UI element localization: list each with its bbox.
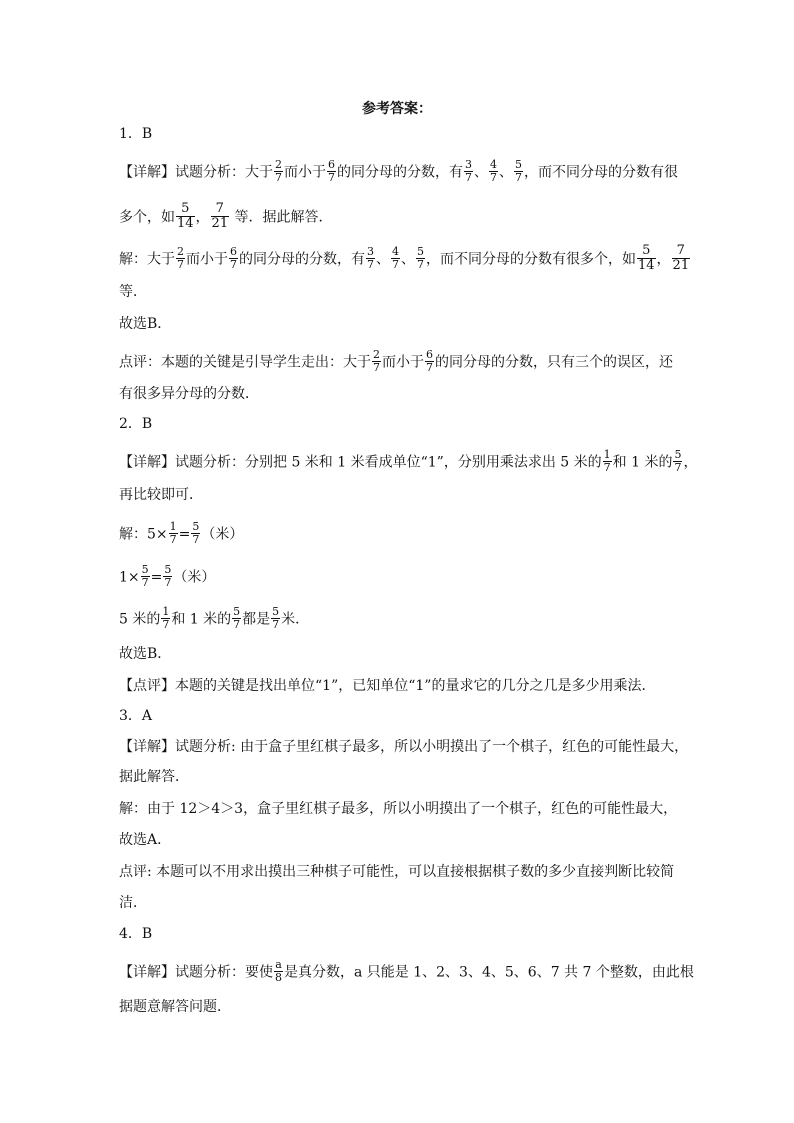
fraction: $\frac{7}{21}$ bbox=[211, 201, 229, 231]
fraction: $\frac{5}{14}$ bbox=[177, 201, 194, 231]
q2-solution-line2: 1× $\frac{5}{7}$ = $\frac{5}{7}$ （米） bbox=[119, 563, 216, 589]
q4-analysis-line2: 据题意解答问题． bbox=[119, 999, 231, 1015]
q3-analysis-line2: 据此解答． bbox=[119, 769, 189, 785]
q1-analysis-line2: 多个，如 $\frac{5}{14}$ ， $\frac{7}{21}$ 等．据此解答． bbox=[119, 201, 333, 231]
fraction: $\frac{1}{7}$ bbox=[169, 520, 177, 546]
fraction: $\frac{5}{7}$ bbox=[417, 245, 424, 271]
fraction: $\frac{7}{21}$ bbox=[672, 243, 690, 273]
page-title: 参考答案： bbox=[362, 101, 432, 117]
fraction: $\frac{4}{7}$ bbox=[490, 158, 497, 184]
fraction: $\frac{2}{7}$ bbox=[275, 158, 282, 184]
q4-number: 4．B bbox=[119, 926, 153, 942]
fraction: $\frac{2}{7}$ bbox=[373, 348, 380, 374]
q3-solution: 解：由于 12＞4＞3，盒子里红棋子最多，所以小明摸出了一个棋子，红色的可能性最大， bbox=[119, 801, 678, 817]
q4-analysis-line1: 【详解】试题分析：要使 $\frac{a}{8}$ 是真分数，a 只能是 1、2、3、4、5、6、7 共 7 个整数，由此根 bbox=[119, 958, 694, 984]
fraction: $\frac{4}{7}$ bbox=[392, 245, 399, 271]
q2-number: 2．B bbox=[119, 416, 153, 432]
fraction: $\frac{1}{7}$ bbox=[162, 605, 170, 631]
q2-comment: 【点评】本题的关键是找出单位“1”，已知单位“1”的量求它的几分之几是多少用乘法． bbox=[119, 678, 656, 694]
fraction: $\frac{1}{7}$ bbox=[603, 448, 611, 474]
q1-comment-line1: 点评：本题的关键是引导学生走出：大于 $\frac{2}{7}$ 而小于 $\frac{6}{7}$ 的同分母的分数，只有三个的误区，还 bbox=[119, 348, 673, 374]
fraction: $\frac{6}{7}$ bbox=[328, 158, 335, 184]
q2-solution-line1: 解：5× $\frac{1}{7}$ = $\frac{5}{7}$ （米） bbox=[119, 520, 244, 546]
q3-comment-line2: 洁． bbox=[119, 895, 147, 911]
q1-analysis-line1: 【详解】试题分析：大于 $\frac{2}{7}$ 而小于 $\frac{6}{7}$ 的同分母的分数，有 $\frac{3}{7}$ 、 $\frac{4}{7}$ 、 $\frac{5}{7}$ ，而不同分母的分数有很 bbox=[119, 158, 678, 184]
fraction: $\frac{5}{7}$ bbox=[515, 158, 522, 184]
q2-answer: 故选B． bbox=[119, 646, 172, 662]
fraction: $\frac{3}{7}$ bbox=[367, 245, 374, 271]
q1-solution-line2: 等． bbox=[119, 284, 147, 300]
fraction: $\frac{5}{7}$ bbox=[233, 605, 241, 631]
q1-answer: 故选B． bbox=[119, 316, 172, 332]
q3-analysis-line1: 【详解】试题分析: 由于盒子里红棋子最多，所以小明摸出了一个棋子，红色的可能性最大， bbox=[119, 739, 689, 755]
fraction: $\frac{5}{14}$ bbox=[638, 243, 655, 273]
q1-comment-line2: 有很多异分母的分数． bbox=[119, 386, 259, 402]
q1-solution-line1: 解：大于 $\frac{2}{7}$ 而小于 $\frac{6}{7}$ 的同分母的分数，有 $\frac{3}{7}$ 、 $\frac{4}{7}$ 、 $\frac{5}{7}$ ，而不同分母的分数有很多个，如 $\frac{5}{14}$ ， $\frac{7}{21}$ bbox=[119, 243, 690, 273]
fraction: $\frac{5}{7}$ bbox=[141, 563, 149, 589]
q1-number: 1．B bbox=[119, 126, 153, 142]
fraction: $\frac{2}{7}$ bbox=[177, 245, 184, 271]
q3-number: 3．A bbox=[119, 708, 153, 724]
fraction: $\frac{a}{8}$ bbox=[275, 958, 282, 984]
q2-analysis-line1: 【详解】试题分析：分别把 5 米和 1 米看成单位“1”，分别用乘法求出 5 米的 $\frac{1}{7}$ 和 1 米的 $\frac{5}{7}$ ， bbox=[119, 448, 698, 474]
fraction: $\frac{5}{7}$ bbox=[272, 605, 280, 631]
fraction: $\frac{6}{7}$ bbox=[426, 348, 433, 374]
q3-answer: 故选A． bbox=[119, 832, 172, 848]
fraction: $\frac{5}{7}$ bbox=[192, 520, 200, 546]
fraction: $\frac{6}{7}$ bbox=[230, 245, 237, 271]
q3-comment-line1: 点评: 本题可以不用求出摸出三种棋子可能性，可以直接根据棋子数的多少直接判断比较简 bbox=[119, 864, 675, 880]
q2-solution-line3: 5 米的 $\frac{1}{7}$ 和 1 米的 $\frac{5}{7}$ 都是 $\frac{5}{7}$ 米． bbox=[119, 605, 310, 631]
fraction: $\frac{5}{7}$ bbox=[164, 563, 172, 589]
fraction: $\frac{3}{7}$ bbox=[465, 158, 472, 184]
q2-analysis-line2: 再比较即可． bbox=[119, 487, 203, 503]
fraction: $\frac{5}{7}$ bbox=[674, 448, 682, 474]
